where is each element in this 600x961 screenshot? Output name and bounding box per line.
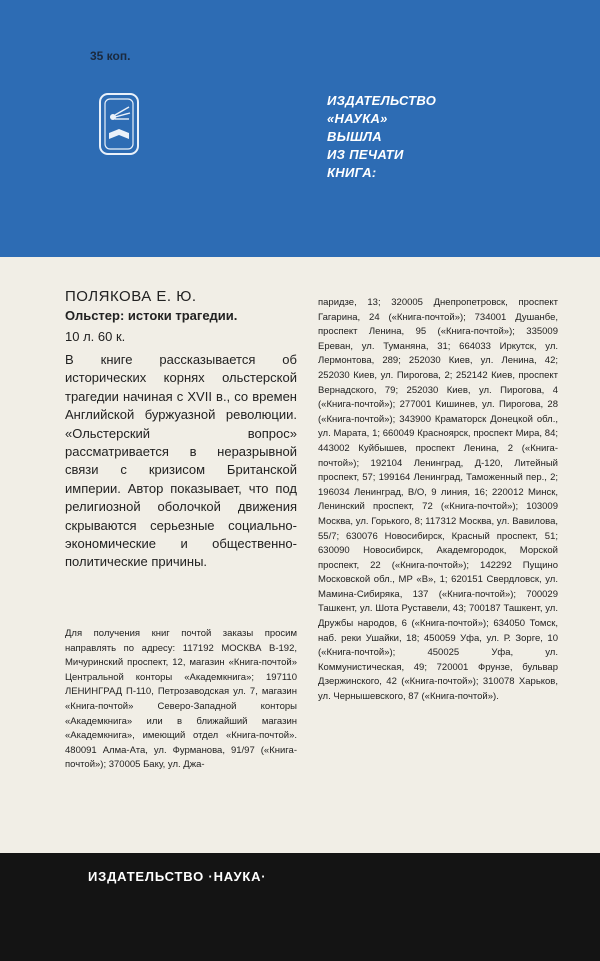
publisher-name: ИЗДАТЕЛЬСТВО ·НАУКА· (88, 869, 267, 884)
book-author: ПОЛЯКОВА Е. Ю. (65, 288, 197, 305)
book-title: Ольстер: истоки трагедии. (65, 308, 238, 323)
order-info-right: паридзе, 13; 320005 Днепропетровск, проспект Гагарина, 24 («Книга-почтой»); 734001 Душанбе, проспект Ленина, 95 («Книга-почтой»); 335009 Ереван, ул. Туманяна, 31; 664033 Иркутск, ул. Лермонтова, 289; 252030 Киев, ул. Ленина, 42; 252030 Киев, ул. Пирогова, 2; 252142 Киев, проспект Вернадского, 79; 252030 Киев, ул. Пирогова, 4 («Книга-почтой»); 277001 Кишинев, ул. Пирогова, 28 («Книга-почтой»); 343900 Краматорск Донецкой обл., ул. Марата, 1; 660049 Красноярск, проспект Мира, 84; 443002 Куйбышев, проспект Ленина, 2 («Книга-почтой»); 192104 Ленинград, Д-120, Литейный проспект, 57; 199164 Ленинград, Таможенный пер., 2; 196034 Ленинград, В/О, 9 линия, 16; 220012 Минск, Ленинский проспект, 72 («Книга-почтой»); 103009 Москва, ул. Горького, 8; 117312 Москва, ул. Вавилова, 55/7; 630076 Новосибирск, Красный проспект, 51; 630090 Новосибирск, Академгородок, Морской проспект, 22 («Книга-почтой»); 142292 Пущино Московской обл., МР «В», 1; 620151 Свердловск, ул. Мамина-Сибиряка, 137 («Книга-почтой»); 700029 Ташкент, ул. Шота Руставели, 43; 700187 Ташкент, ул. Дружбы народов, 6 («Книга-почтой»); 634050 Томск, наб. реки Ушайки, 18; 450059 Уфа, ул. Р. Зорге, 10 («Книга-почтой»); 450025 Уфа, ул. Коммунистическая, 49; 720001 Фрунзе, бульвар Дзержинского, 42 («Книга-почтой»); 310078 Харьков, ул. Чернышевского, 87 («Книга-почтой»). (318, 297, 558, 703)
book-price: 10 л. 60 к. (65, 329, 126, 344)
announcement-line: ИЗ ПЕЧАТИ (327, 147, 404, 162)
cover-price: 35 коп. (90, 49, 131, 63)
book-description: В книге рассказывается об исторических корнях ольстерской трагедии начиная с XVII в., со времен Английской буржуазной революции. «Ольстерский вопрос» рассматривается в неразрывной связи с кризисом Британской империи. Автор показывает, что под религиозной оболочкой движения скрываются серьезные социально-экономические и общественно-политические причины. (65, 352, 297, 570)
announcement-block (327, 92, 547, 182)
announcement-line: «НАУКА» (327, 111, 388, 126)
book-info (65, 287, 297, 572)
announcement-line: ВЫШЛА (327, 129, 382, 144)
announcement-line: ИЗДАТЕЛЬСТВО (327, 93, 437, 108)
order-info-left: Для получения книг почтой заказы просим направлять по адресу: 117192 МОСКВА В-192, Мичуринский проспект, 12, магазин «Книга-почтой» Центральной конторы «Академкнига»; 197110 ЛЕНИНГРАД П-110, Петрозаводская ул. 7, магазин «Книга-почтой» Северо-Западной конторы «Академкнига» или в ближайший магазин «Академкнига», имеющий отдел «Книга-почтой». 480091 Алма-Ата, ул. Фурманова, 91/97 («Книга-почтой»); 370005 Баку, ул. Джа- (65, 628, 297, 771)
announcement-line: КНИГА: (327, 165, 377, 180)
nauka-logo-icon (99, 93, 139, 155)
